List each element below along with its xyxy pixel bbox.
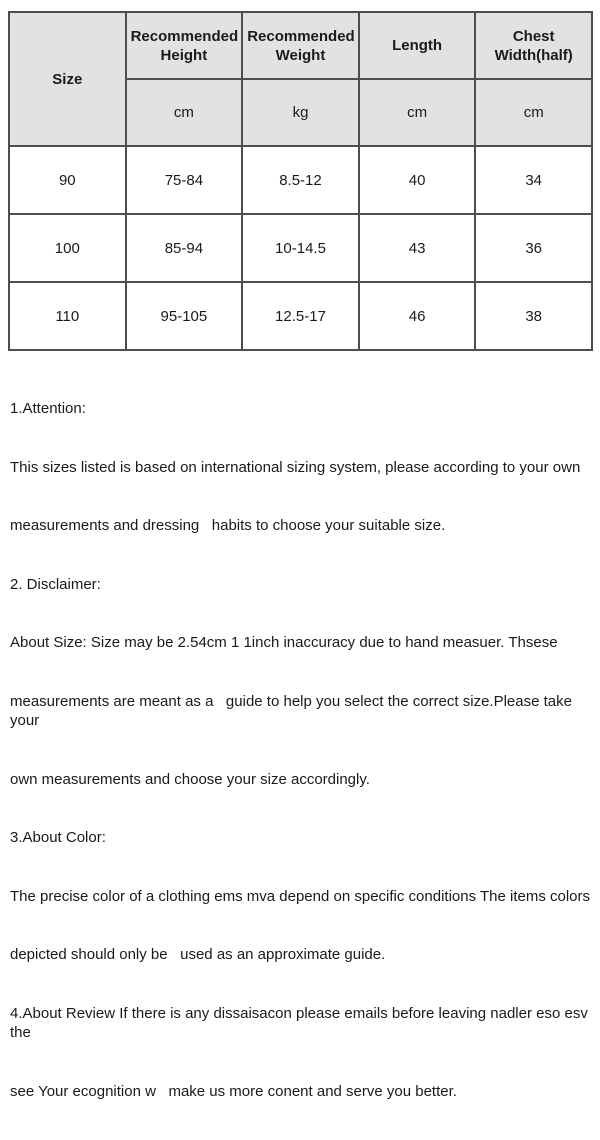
cell-size: 100 <box>9 214 126 282</box>
cell-height: 85-94 <box>126 214 243 282</box>
cell-weight: 10-14.5 <box>242 214 359 282</box>
table-header-row <box>9 12 592 79</box>
cell-chest-width: 34 <box>475 146 592 214</box>
unit-chest-width: cm <box>475 79 592 146</box>
note-line: measurements and dressing habits to choose your suitable size. <box>10 517 446 534</box>
col-header-chest-width: Chest Width(half) <box>475 12 592 79</box>
table-row <box>9 146 592 214</box>
unit-height: cm <box>126 79 243 146</box>
col-header-recommended-height: Recommended Height <box>126 12 243 79</box>
note-line: About Size: Size may be 2.54cm 1 1inch inaccuracy due to hand measuer. Thsese <box>10 634 558 651</box>
cell-size: 110 <box>9 282 126 350</box>
cell-chest-width: 38 <box>475 282 592 350</box>
table-row <box>9 282 592 350</box>
cell-chest-width: 36 <box>475 214 592 282</box>
size-table <box>8 11 593 351</box>
note-line-disclaimer-title: 2. Disclaimer: <box>10 575 101 593</box>
cell-height: 95-105 <box>126 282 243 350</box>
note-line: The precise color of a clothing ems mva depend on specific conditions The items colors <box>10 887 591 905</box>
note-line-about-color-title: 3.About Color: <box>10 829 106 846</box>
col-header-size: Size <box>9 12 126 146</box>
note-line: depicted should only be used as an approximate guide. <box>10 946 386 963</box>
cell-weight: 8.5-12 <box>242 146 359 214</box>
note-line-attention-title: 1.Attention: <box>10 400 86 417</box>
col-header-length: Length <box>359 12 476 79</box>
unit-length: cm <box>359 79 476 146</box>
size-chart-page <box>0 11 600 1100</box>
note-line: measurements are meant as a guide to help you select the correct size.Please take your <box>10 692 577 729</box>
col-header-recommended-weight: Recommended Weight <box>242 12 359 79</box>
unit-weight: kg <box>242 79 359 146</box>
table-row <box>9 214 592 282</box>
note-line-about-review: 4.About Review If there is any dissaisacon please emails before leaving nadler eso esv the <box>10 1004 592 1041</box>
cell-weight: 12.5-17 <box>242 282 359 350</box>
note-line: see Your ecognition w make us more conent and serve you better. <box>10 1082 457 1100</box>
cell-length: 40 <box>359 146 476 214</box>
cell-height: 75-84 <box>126 146 243 214</box>
notes-section <box>10 360 592 1140</box>
cell-size: 90 <box>9 146 126 214</box>
cell-length: 43 <box>359 214 476 282</box>
note-line: own measurements and choose your size accordingly. <box>10 770 370 788</box>
note-line: This sizes listed is based on international sizing system, please according to your own <box>10 458 581 476</box>
cell-length: 46 <box>359 282 476 350</box>
